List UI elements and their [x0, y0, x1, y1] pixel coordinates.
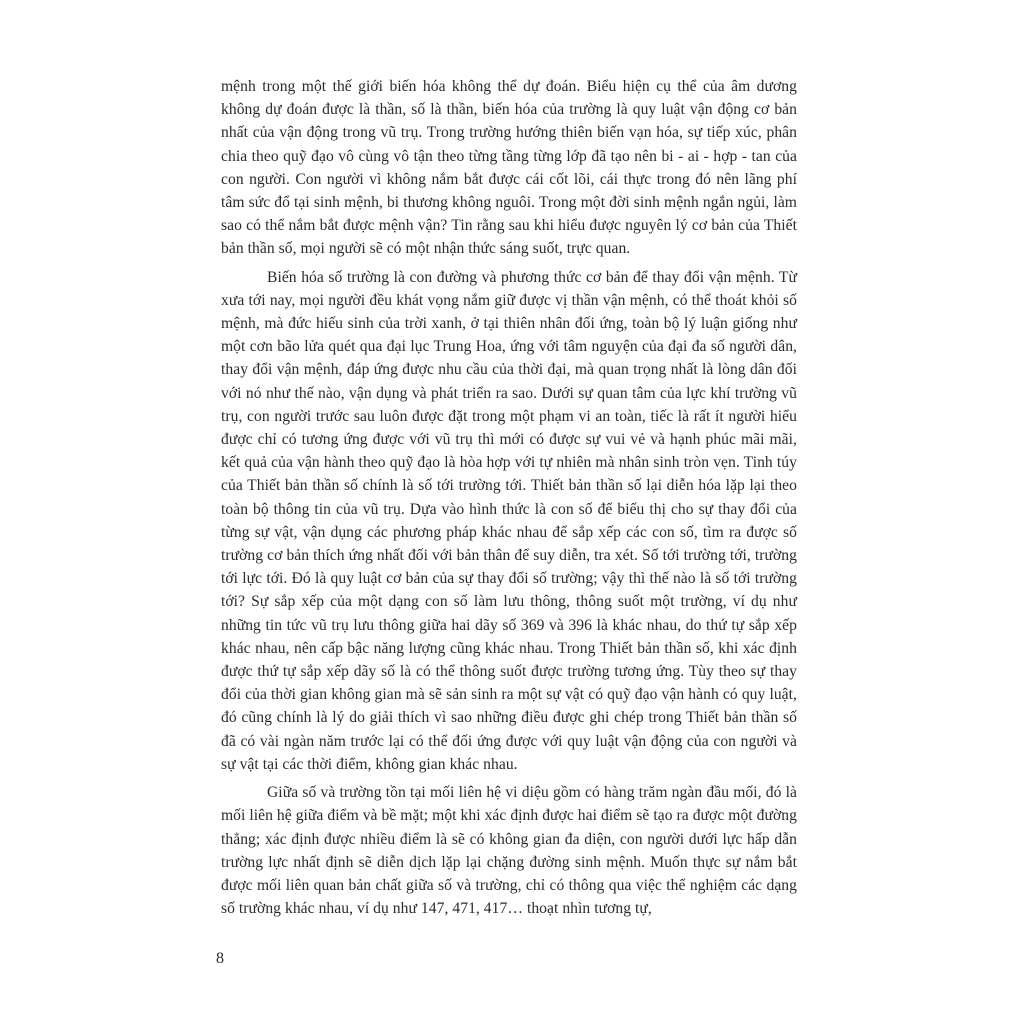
paragraph-1: mệnh trong một thế giới biến hóa không thể dự đoán. Biểu hiện cụ thể của âm dương không dự đoán được là thần, số là thần, biến hóa của trường là quy luật vận động cơ bản nhất của vận động trong vũ trụ. Trong trường hướng thiên biến vạn hóa, sự tiếp xúc, phân chia theo quỹ đạo vô cùng vô tận theo từng tầng từng lớp đã tạo nên bi - ai - hợp - tan của con người. Con người vì không nắm bắt được cái cốt lõi, cái thực trong đó nên lãng phí tâm sức đổ tại sinh mệnh, bi thương không nguôi. Trong một đời sinh mệnh ngắn ngủi, làm sao có thể nắm bắt được mệnh vận? Tin rằng sau khi hiểu được nguyên lý cơ bản của Thiết bản thần số, mọi người sẽ có một nhận thức sáng suốt, trực quan.	[221, 78, 797, 258]
body-text	[221, 75, 797, 925]
paragraph-2: Biến hóa số trường là con đường và phương thức cơ bản để thay đổi vận mệnh. Từ xưa tới nay, mọi người đều khát vọng nắm giữ được vị thần vận mệnh, có thể thoát khỏi số mệnh, mà đức hiếu sinh của trời xanh, ở tại thiên nhân đối ứng, toàn bộ lý luận giống như một cơn bão lửa quét qua đại lục Trung Hoa, ứng với tâm nguyện của đại đa số người dân, thay đổi vận mệnh, đáp ứng được nhu cầu của thời đại, mà quan trọng nhất là lòng dân đối với nó như thế nào, vận dụng và phát triển ra sao. Dưới sự quan tâm của lực khí trường vũ trụ, con người trước sau luôn được đặt trong một phạm vi an toàn, tiếc là rất ít người hiểu được chỉ có tương ứng được với vũ trụ thì mới có được sự vui vẻ và hạnh phúc mãi mãi, kết quả của vận hành theo quỹ đạo là hòa hợp với tự nhiên mà nhân sinh tròn vẹn. Tinh túy của Thiết bản thần số chính là số tới trường tới. Thiết bản thần số lại diễn hóa lặp lại theo toàn bộ thông tin của vũ trụ. Dựa vào hình thức là con số để biểu thị cho sự thay đổi của từng sự vật, vận dụng các phương pháp khác nhau để sắp xếp các con số, tìm ra được số trường cơ bản thích ứng nhất đối với bản thân để suy diễn, tra xét. Số tới trường tới, trường tới lực tới. Đó là quy luật cơ bản của sự thay đổi số trường; vậy thì thế nào là số tới trường tới? Sự sắp xếp của một dạng con số làm lưu thông, thông suốt một trường, ví dụ như những tin tức vũ trụ lưu thông giữa hai dãy số 369 và 396 là khác nhau, do thứ tự sắp xếp khác nhau, nên cấp bậc năng lượng cũng khác nhau. Trong Thiết bản thần số, khi xác định được thứ tự sắp xếp dãy số là có thể thông suốt được trường tương ứng. Tùy theo sự thay đổi của thời gian không gian mà sẽ sản sinh ra một sự vật có quỹ đạo vận hành có quy luật, đó cũng chính là lý do giải thích vì sao những điều được ghi chép trong Thiết bản thần số đã có vài ngàn năm trước lại có thể đối ứng được với quy luật vận động của con người và sự vật tại các thời điểm, không gian khác nhau.	[221, 268, 797, 773]
paragraph-3: Giữa số và trường tồn tại mối liên hệ vi diệu gồm có hàng trăm ngàn đầu mối, đó là mối liên hệ giữa điểm và bề mặt; một khi xác định được hai điểm sẽ tạo ra được một đường thẳng; xác định được nhiều điểm là sẽ có không gian đa diện, con người dưới lực hấp dẫn trường lực nhất định sẽ diễn dịch lặp lại chặng đường sinh mệnh. Muốn thực sự nắm bắt được mối liên quan bản chất giữa số và trường, chỉ có thông qua việc thể nghiệm các dạng số trường khác nhau, ví dụ như 147, 471, 417… thoạt nhìn tương tự,	[221, 784, 797, 918]
page-number: 8	[216, 950, 224, 967]
